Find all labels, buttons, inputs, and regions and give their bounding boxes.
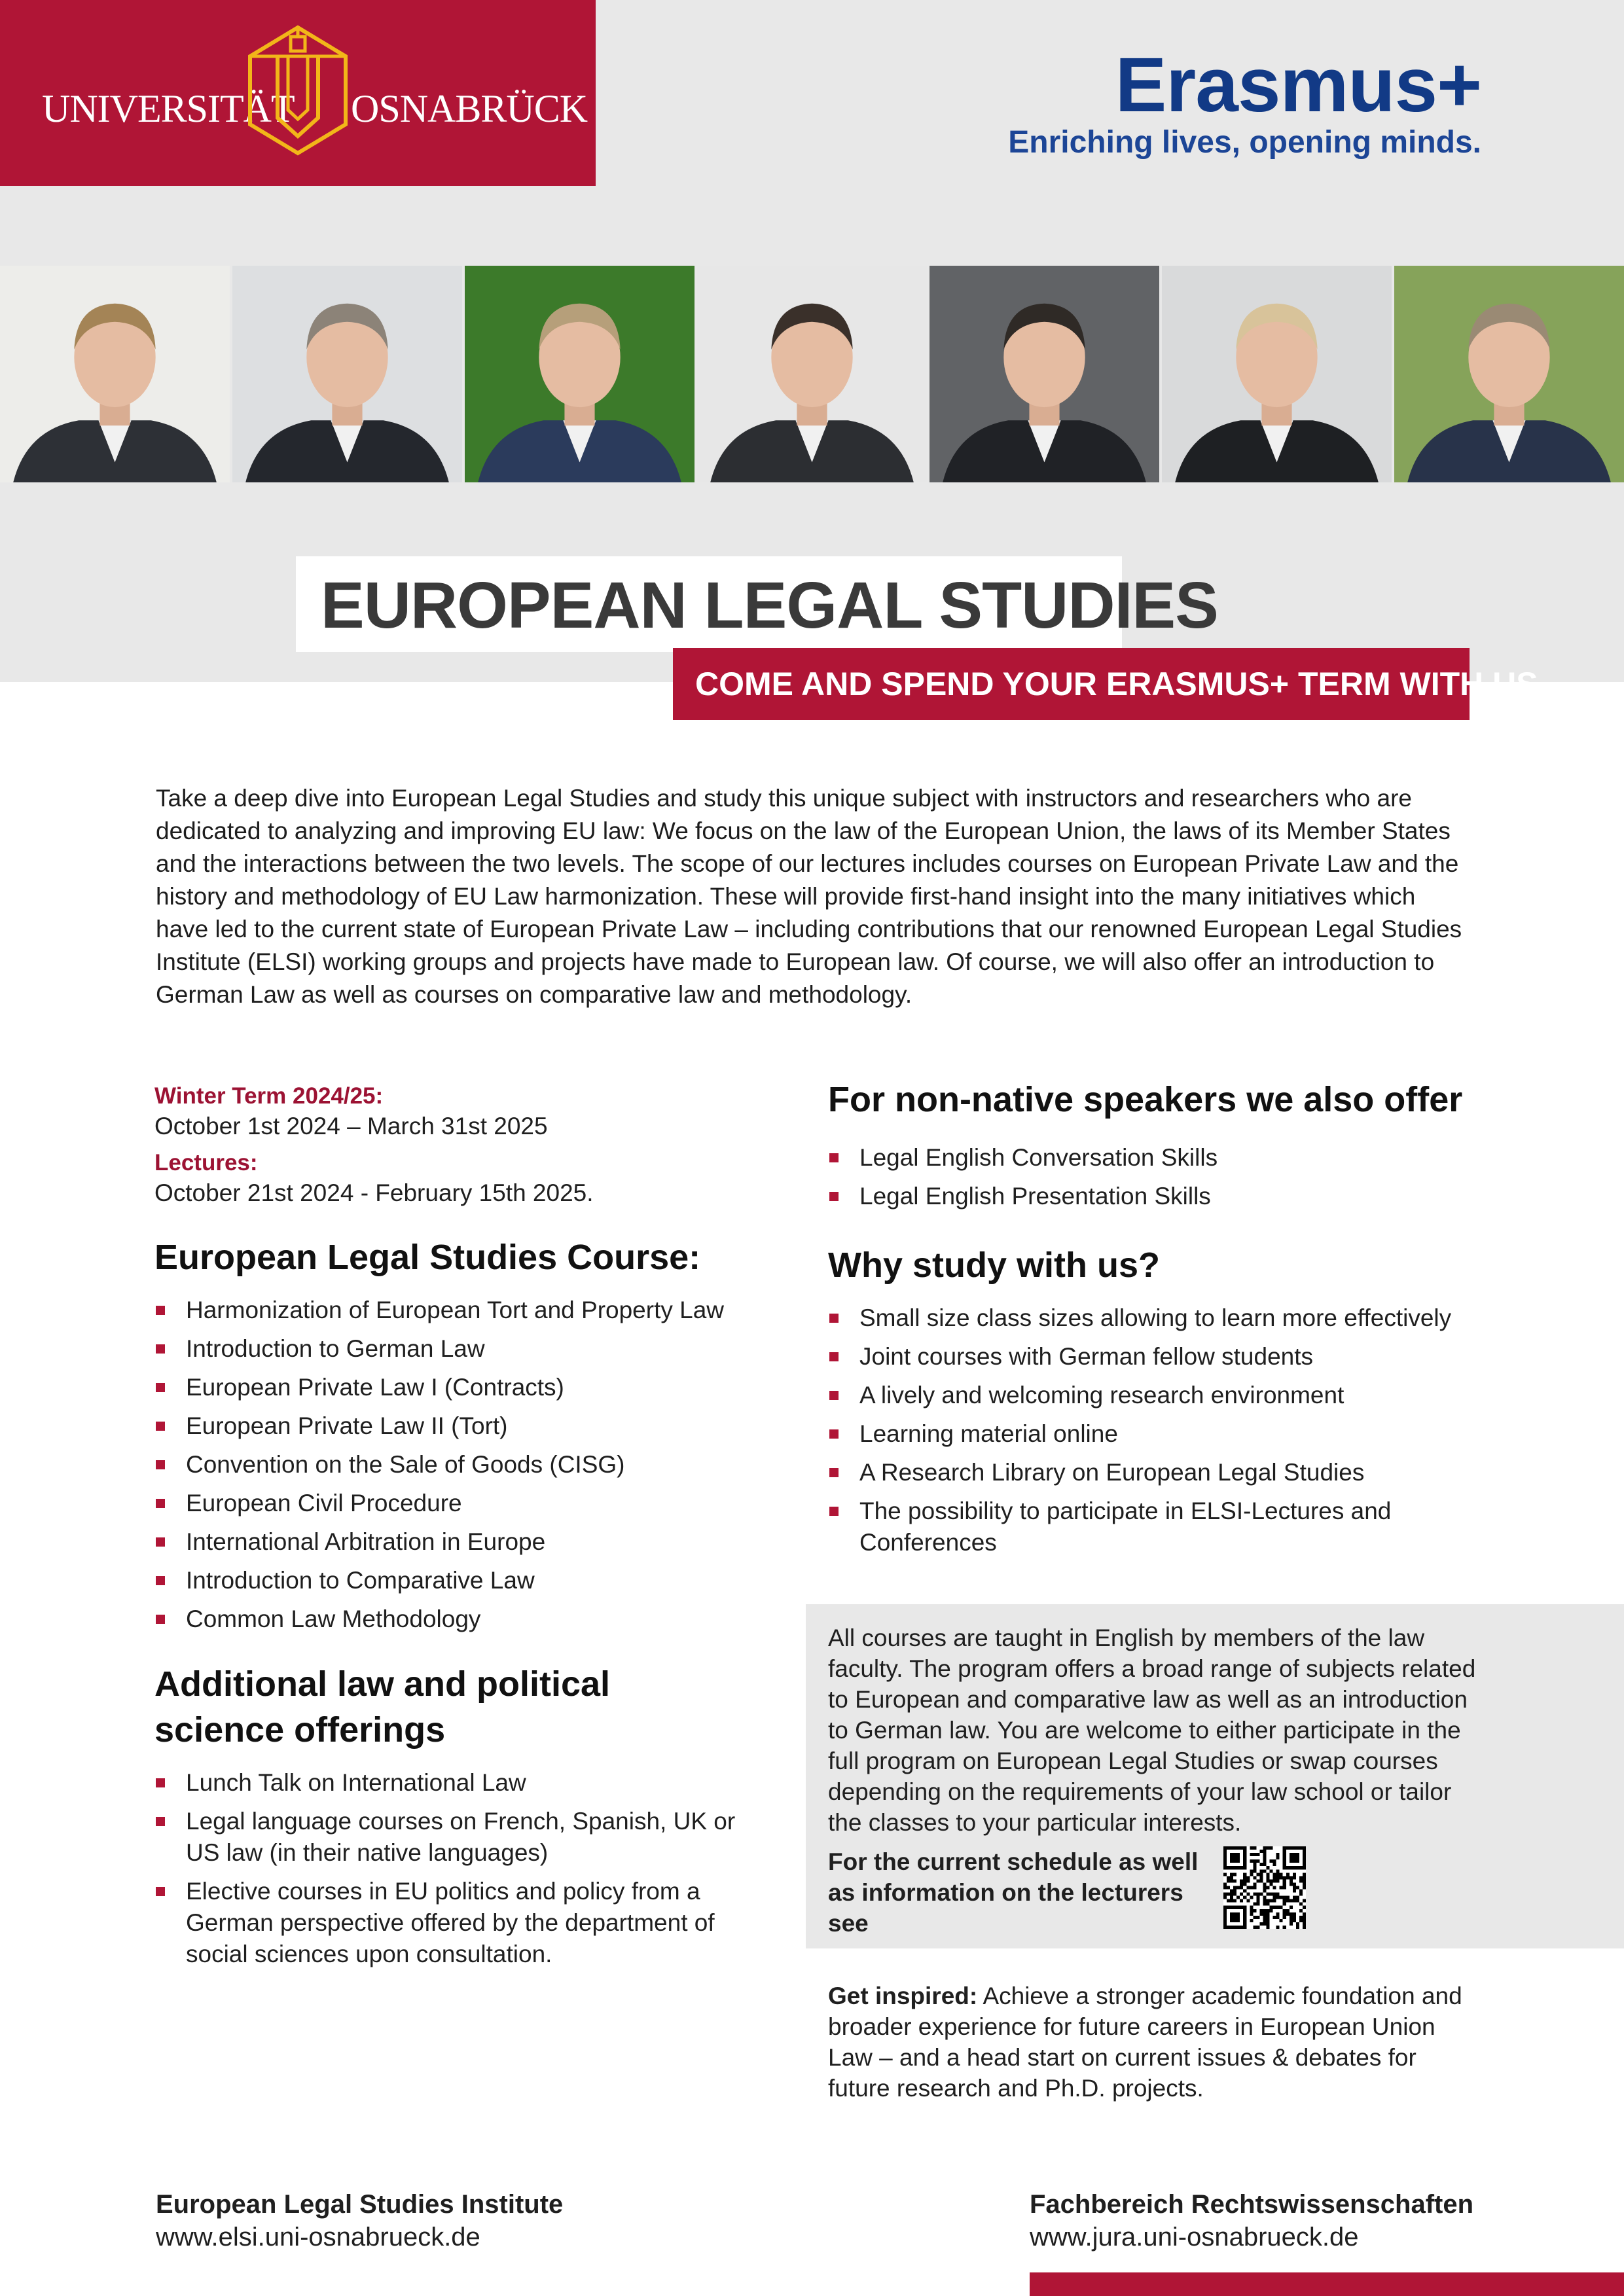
course-list bbox=[154, 1295, 744, 1635]
schedule-note: For the current schedule as well as information on the lecturers see bbox=[828, 1848, 1199, 1937]
course-item bbox=[154, 1488, 744, 1519]
course-item bbox=[154, 1295, 744, 1326]
bullet-icon bbox=[156, 1422, 165, 1431]
bullet-icon bbox=[156, 1817, 165, 1826]
portrait-icon bbox=[1394, 266, 1624, 482]
why-item bbox=[828, 1418, 1470, 1450]
bullet-icon bbox=[829, 1391, 839, 1400]
lectures-dates: October 21st 2024 - February 15th 2025. bbox=[154, 1179, 594, 1206]
additional-list bbox=[154, 1767, 744, 1970]
inspire-lead: Get inspired: bbox=[828, 1982, 978, 2009]
footer-right bbox=[1030, 2188, 1473, 2253]
additional-heading bbox=[154, 1661, 744, 1753]
subtitle-banner bbox=[673, 648, 1538, 720]
bullet-icon bbox=[156, 1576, 165, 1585]
bullet-icon bbox=[156, 1537, 165, 1547]
winter-term-dates: October 1st 2024 – March 31st 2025 bbox=[154, 1113, 548, 1139]
winter-term-label: Winter Term 2024/25: bbox=[154, 1083, 384, 1109]
crest-icon bbox=[247, 25, 348, 156]
course-item bbox=[154, 1604, 744, 1635]
why-item bbox=[828, 1457, 1470, 1488]
portrait-icon bbox=[697, 266, 927, 482]
bullet-icon bbox=[829, 1153, 839, 1162]
additional-item bbox=[154, 1876, 744, 1970]
footer-right-link[interactable]: www.jura.uni-osnabrueck.de bbox=[1030, 2223, 1359, 2251]
bullet-icon bbox=[156, 1344, 165, 1354]
bullet-icon bbox=[829, 1468, 839, 1477]
course-item-text: European Private Law II (Tort) bbox=[186, 1412, 508, 1439]
additional-heading-line1: Additional law and political bbox=[154, 1664, 611, 1704]
course-item-text: Harmonization of European Tort and Property Law bbox=[186, 1297, 725, 1323]
portrait-1 bbox=[0, 266, 230, 482]
bullet-icon bbox=[156, 1306, 165, 1315]
non-native-item-text: Legal English Presentation Skills bbox=[859, 1183, 1211, 1210]
course-item-text: Convention on the Sale of Goods (CISG) bbox=[186, 1451, 625, 1478]
title-box bbox=[296, 556, 1218, 652]
bullet-icon bbox=[829, 1192, 839, 1201]
inspire-paragraph bbox=[828, 1981, 1483, 2104]
portrait-7 bbox=[1394, 266, 1624, 482]
bullet-icon bbox=[829, 1507, 839, 1516]
why-list bbox=[828, 1302, 1470, 1558]
inspire-text: Achieve a stronger academic foundation and broader experience for future careers in European Union Law – and a head start on current issues & debates for future research and Ph.D. projects. bbox=[828, 1982, 1462, 2102]
lectures-label: Lectures: bbox=[154, 1150, 258, 1175]
portrait-icon bbox=[929, 266, 1159, 482]
additional-heading-line2: science offerings bbox=[154, 1710, 446, 1749]
why-item bbox=[828, 1341, 1470, 1372]
additional-item-text: Lunch Talk on International Law bbox=[186, 1769, 526, 1796]
why-item bbox=[828, 1302, 1470, 1334]
bullet-icon bbox=[829, 1429, 839, 1439]
non-native-list bbox=[828, 1142, 1470, 1212]
erasmus-logo[interactable]: Erasmus+ bbox=[1115, 42, 1481, 128]
bullet-icon bbox=[156, 1887, 165, 1896]
bullet-icon bbox=[156, 1778, 165, 1787]
info-box bbox=[806, 1604, 1624, 1948]
course-item-text: Introduction to German Law bbox=[186, 1335, 485, 1362]
bullet-icon bbox=[156, 1460, 165, 1469]
why-item bbox=[828, 1496, 1470, 1558]
portrait-icon bbox=[232, 266, 462, 482]
portrait-6 bbox=[1162, 266, 1392, 482]
portrait-icon bbox=[465, 266, 695, 482]
non-native-item-text: Legal English Conversation Skills bbox=[859, 1144, 1218, 1171]
university-name-right: OSNABRÜCK bbox=[351, 87, 588, 130]
lecturer-photo-strip bbox=[0, 266, 1624, 482]
bullet-icon bbox=[829, 1352, 839, 1361]
portrait-icon bbox=[1162, 266, 1392, 482]
footer-left bbox=[156, 2188, 563, 2253]
course-item bbox=[154, 1449, 744, 1480]
additional-item bbox=[154, 1806, 744, 1869]
bullet-icon bbox=[156, 1615, 165, 1624]
why-item-text: Learning material online bbox=[859, 1420, 1118, 1447]
additional-item-text: Legal language courses on French, Spanish, UK or US law (in their native languages) bbox=[186, 1808, 736, 1866]
portrait-5 bbox=[929, 266, 1159, 482]
footer-left-link[interactable]: www.elsi.uni-osnabrueck.de bbox=[156, 2223, 480, 2251]
why-item-text: A lively and welcoming research environment bbox=[859, 1382, 1344, 1408]
footer-right-name: Fachbereich Rechtswissenschaften bbox=[1030, 2190, 1474, 2219]
university-name-left: UNIVERSITÄT bbox=[42, 87, 295, 130]
footer-left-name: European Legal Studies Institute bbox=[156, 2190, 564, 2219]
why-item-text: Joint courses with German fellow students bbox=[859, 1343, 1314, 1370]
qr-code-icon[interactable] bbox=[1223, 1846, 1306, 1929]
non-native-heading: For non-native speakers we also offer bbox=[828, 1080, 1463, 1119]
why-heading: Why study with us? bbox=[828, 1246, 1160, 1285]
course-item-text: Introduction to Comparative Law bbox=[186, 1567, 535, 1594]
intro-paragraph: Take a deep dive into European Legal Studies and study this unique subject with instructors and researchers who are dedicated to analyzing and improving EU law: We focus on the law of the European Union, the laws of its Member States and the interactions between the two levels. The scope of our lectures includes courses on European Private Law and the history and methodology of EU Law harmonization. These will provide first-hand insight into the many initiatives which have led to the current state of European Private Law – including contributions that our renowned European Legal Studies Institute (ELSI) working groups and projects have made to European law. Of course, we will also offer an introduction to German Law as well as courses on comparative law and methodology. bbox=[156, 785, 1462, 1008]
portrait-4 bbox=[697, 266, 927, 482]
course-item bbox=[154, 1410, 744, 1442]
course-heading: European Legal Studies Course: bbox=[154, 1238, 701, 1277]
course-item bbox=[154, 1526, 744, 1558]
portrait-2 bbox=[232, 266, 462, 482]
additional-item-text: Elective courses in EU politics and policy from a German perspective offered by the department of social sciences upon consultation. bbox=[186, 1878, 715, 1967]
left-column bbox=[154, 1081, 744, 1977]
bullet-icon bbox=[156, 1383, 165, 1392]
info-text: All courses are taught in English by members of the law faculty. The program offers a broad range of subjects related to European and comparative law as well as an introduction to German law. You are welcome to either participate in the full program on European Legal Studies or swap courses depending on the requirements of your law school or tailor the classes to your particular interests. bbox=[828, 1624, 1476, 1836]
portrait-icon bbox=[0, 266, 230, 482]
right-column bbox=[828, 1077, 1470, 1566]
course-item-text: Common Law Methodology bbox=[186, 1605, 481, 1632]
course-item bbox=[154, 1333, 744, 1365]
course-item bbox=[154, 1565, 744, 1596]
bullet-icon bbox=[156, 1499, 165, 1508]
page-title: EUROPEAN LEGAL STUDIES bbox=[321, 569, 1218, 642]
non-native-item bbox=[828, 1181, 1470, 1212]
why-item-text: Small size class sizes allowing to learn more effectively bbox=[859, 1304, 1452, 1331]
bullet-icon bbox=[829, 1314, 839, 1323]
why-item bbox=[828, 1380, 1470, 1411]
why-item-text: The possibility to participate in ELSI-Lectures and Conferences bbox=[859, 1498, 1392, 1556]
course-item-text: International Arbitration in Europe bbox=[186, 1528, 546, 1555]
course-item bbox=[154, 1372, 744, 1403]
page-subtitle: COME AND SPEND YOUR ERASMUS+ TERM WITH US bbox=[695, 666, 1538, 702]
non-native-item bbox=[828, 1142, 1470, 1174]
portrait-3 bbox=[465, 266, 695, 482]
course-item-text: European Civil Procedure bbox=[186, 1490, 462, 1516]
additional-item bbox=[154, 1767, 744, 1799]
erasmus-tagline: Enriching lives, opening minds. bbox=[1008, 125, 1481, 160]
university-logo[interactable] bbox=[0, 0, 596, 186]
footer-accent-bar bbox=[1030, 2272, 1624, 2296]
course-item-text: European Private Law I (Contracts) bbox=[186, 1374, 564, 1401]
why-item-text: A Research Library on European Legal Studies bbox=[859, 1459, 1365, 1486]
